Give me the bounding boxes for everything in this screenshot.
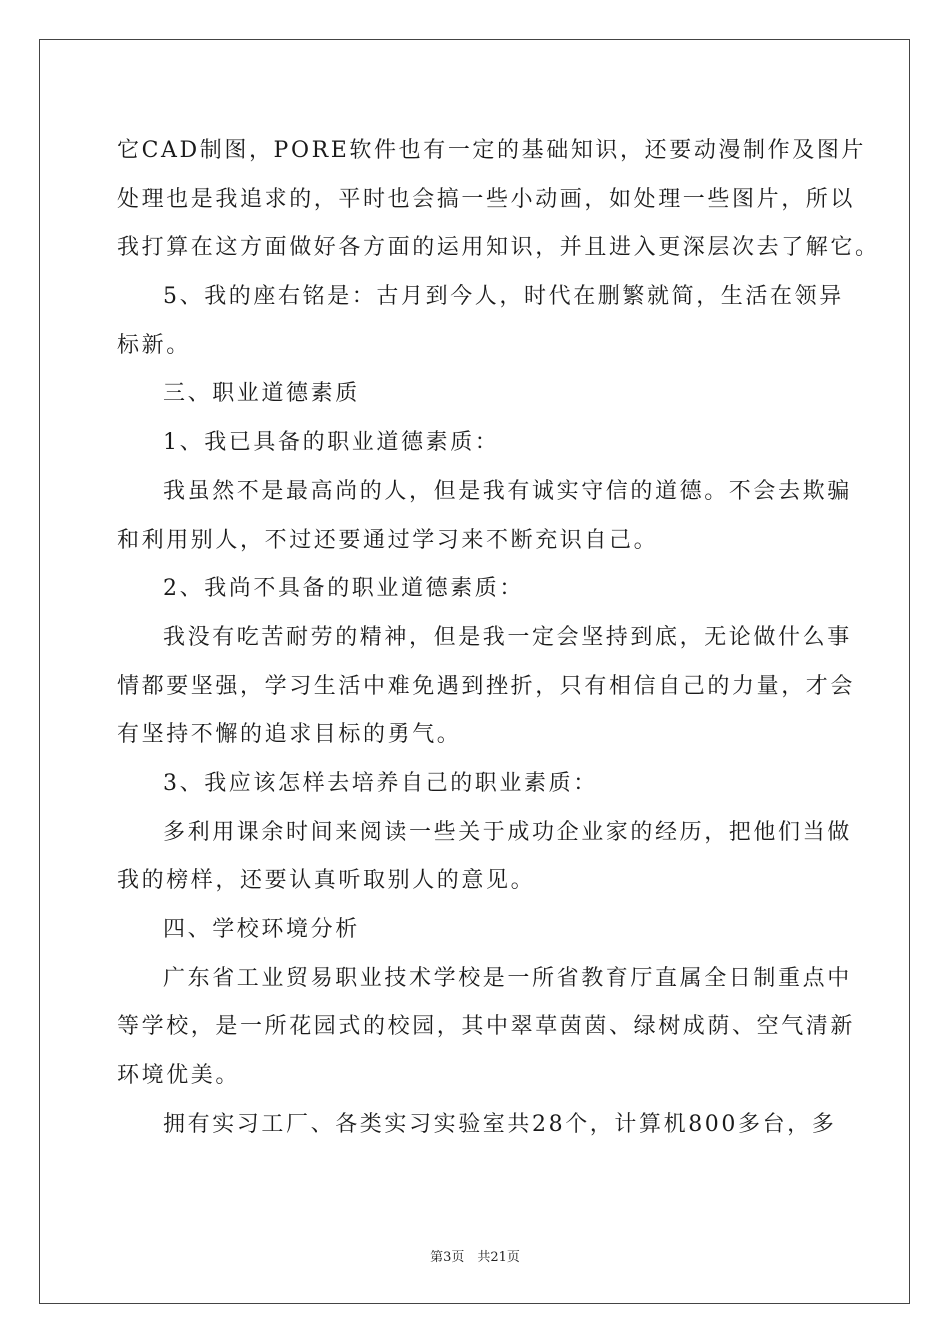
- text-line: 我的榜样，还要认真听取别人的意见。: [117, 868, 536, 894]
- section-heading: 四、学校环境分析: [163, 917, 360, 942]
- subsection-heading: 3、我应该怎样去培养自己的职业素质：: [163, 770, 598, 796]
- document-body: [117, 127, 880, 1149]
- text-line: 处理也是我追求的，平时也会搞一些小动画，如处理一些图片，所以: [117, 186, 856, 212]
- text-line: 情都要坚强，学习生活中难免遇到挫折，只有相信自己的力量，才会: [117, 673, 856, 699]
- text-line: 等学校，是一所花园式的校园，其中翠草茵茵、绿树成荫、空气清新: [117, 1014, 856, 1040]
- section-heading: 三、职业道德素质: [163, 381, 360, 407]
- text-line: 多利用课余时间来阅读一些关于成功企业家的经历，把他们当做: [163, 819, 852, 845]
- subsection-heading: 2、我尚不具备的职业道德素质：: [163, 576, 524, 602]
- text-line: 我虽然不是最高尚的人，但是我有诚实守信的道德。不会去欺骗: [163, 478, 852, 504]
- text-line: 我打算在这方面做好各方面的运用知识，并且进入更深层次去了解它。: [117, 235, 880, 261]
- text-line: 拥有实习工厂、各类实习实验室共28个，计算机800多台，多: [163, 1111, 837, 1137]
- text-line: 有坚持不懈的追求目标的勇气。: [117, 722, 462, 748]
- text-line: 它CAD制图，PORE软件也有一定的基础知识，还要动漫制作及图片: [117, 138, 867, 163]
- text-line: 我没有吃苦耐劳的精神，但是我一定会坚持到底，无论做什么事: [163, 624, 852, 650]
- text-line: 标新。: [117, 332, 191, 358]
- page-footer: 第3页 共21页: [430, 1250, 520, 1265]
- text-line: 5、我的座右铭是：古月到今人，时代在删繁就简，生活在领异: [163, 284, 844, 310]
- text-line: 和利用别人，不过还要通过学习来不断充识自己。: [117, 527, 659, 553]
- text-line: 环境优美。: [117, 1063, 241, 1089]
- subsection-heading: 1、我已具备的职业道德素质：: [163, 430, 500, 456]
- text-line: 广东省工业贸易职业技术学校是一所省教育厅直属全日制重点中: [163, 965, 852, 991]
